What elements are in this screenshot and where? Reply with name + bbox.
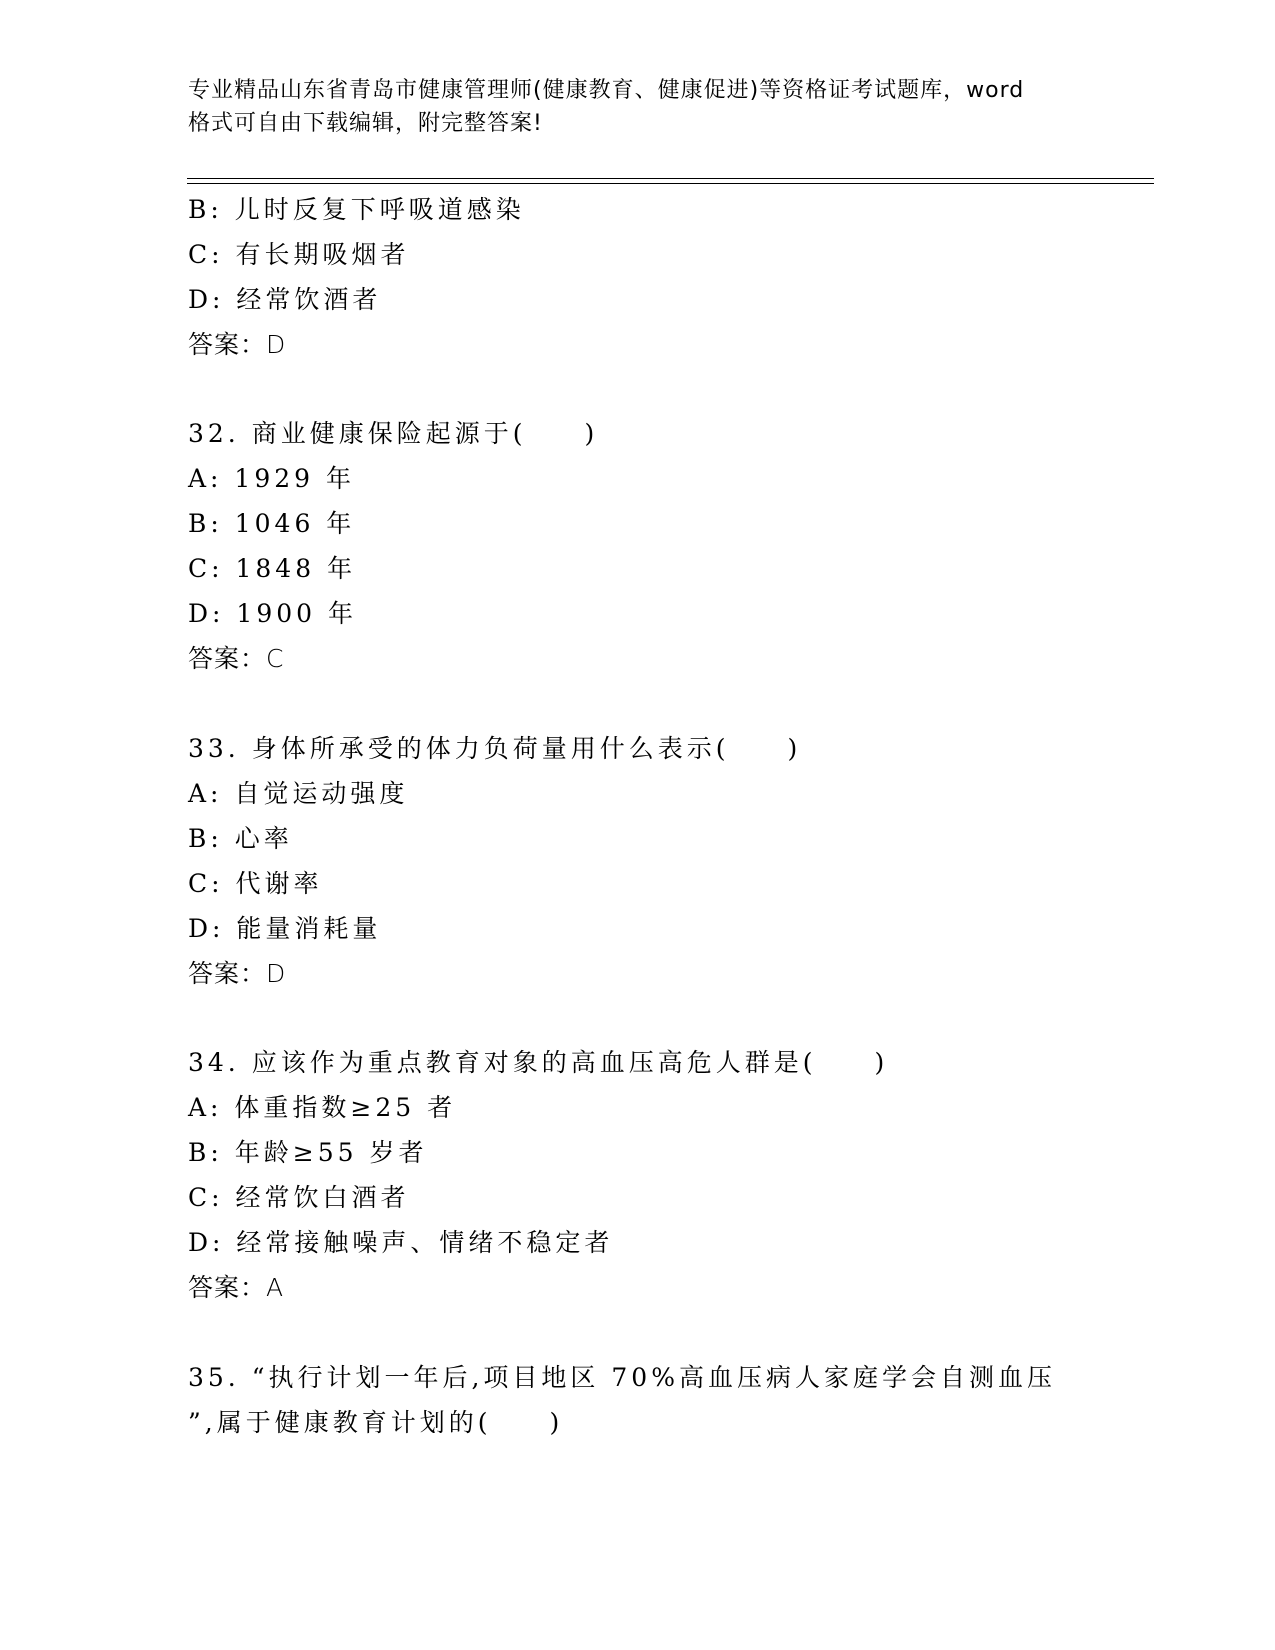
q31-option-b: B: 儿时反复下呼吸道感染 xyxy=(188,195,525,224)
document-header xyxy=(188,74,1108,140)
q32-question: 32. 商业健康保险起源于( ) xyxy=(188,419,599,448)
q33-option-a: A: 自觉运动强度 xyxy=(188,779,409,808)
q33-option-d: D: 能量消耗量 xyxy=(188,914,382,943)
q32-answer: 答案：C xyxy=(188,644,285,673)
q32-option-b: B: 1046 年 xyxy=(188,509,356,538)
q31-answer: 答案：D xyxy=(188,330,287,359)
q32-option-d: D: 1900 年 xyxy=(188,599,357,628)
q35-question-line-2: ”,属于健康教育计划的( ) xyxy=(188,1408,564,1437)
q35-question-line-1: 35. “执行计划一年后,项目地区 70%高血压病人家庭学会自测血压 xyxy=(188,1363,1056,1392)
header-divider-bottom xyxy=(187,183,1154,184)
q34-answer: 答案：A xyxy=(188,1273,285,1302)
q31-option-c: C: 有长期吸烟者 xyxy=(188,240,410,269)
q32-option-a: A: 1929 年 xyxy=(188,464,355,493)
q34-option-b: B: 年龄≥55 岁者 xyxy=(188,1138,428,1167)
q32-option-c: C: 1848 年 xyxy=(188,554,357,583)
header-line-2: 格式可自由下载编辑，附完整答案! xyxy=(188,111,543,136)
q31-option-d: D: 经常饮酒者 xyxy=(188,285,382,314)
header-divider-top xyxy=(187,178,1154,179)
q33-question: 33. 身体所承受的体力负荷量用什么表示( ) xyxy=(188,734,802,763)
q34-question: 34. 应该作为重点教育对象的高血压高危人群是( ) xyxy=(188,1048,889,1077)
header-line-1: 专业精品山东省青岛市健康管理师(健康教育、健康促进)等资格证考试题库，word xyxy=(188,78,1025,103)
q34-option-c: C: 经常饮白酒者 xyxy=(188,1183,410,1212)
q34-option-a: A: 体重指数≥25 者 xyxy=(188,1093,457,1122)
q33-answer: 答案：D xyxy=(188,959,287,988)
q33-option-c: C: 代谢率 xyxy=(188,869,323,898)
q34-option-d: D: 经常接触噪声、情绪不稳定者 xyxy=(188,1228,614,1257)
q33-option-b: B: 心率 xyxy=(188,824,293,853)
